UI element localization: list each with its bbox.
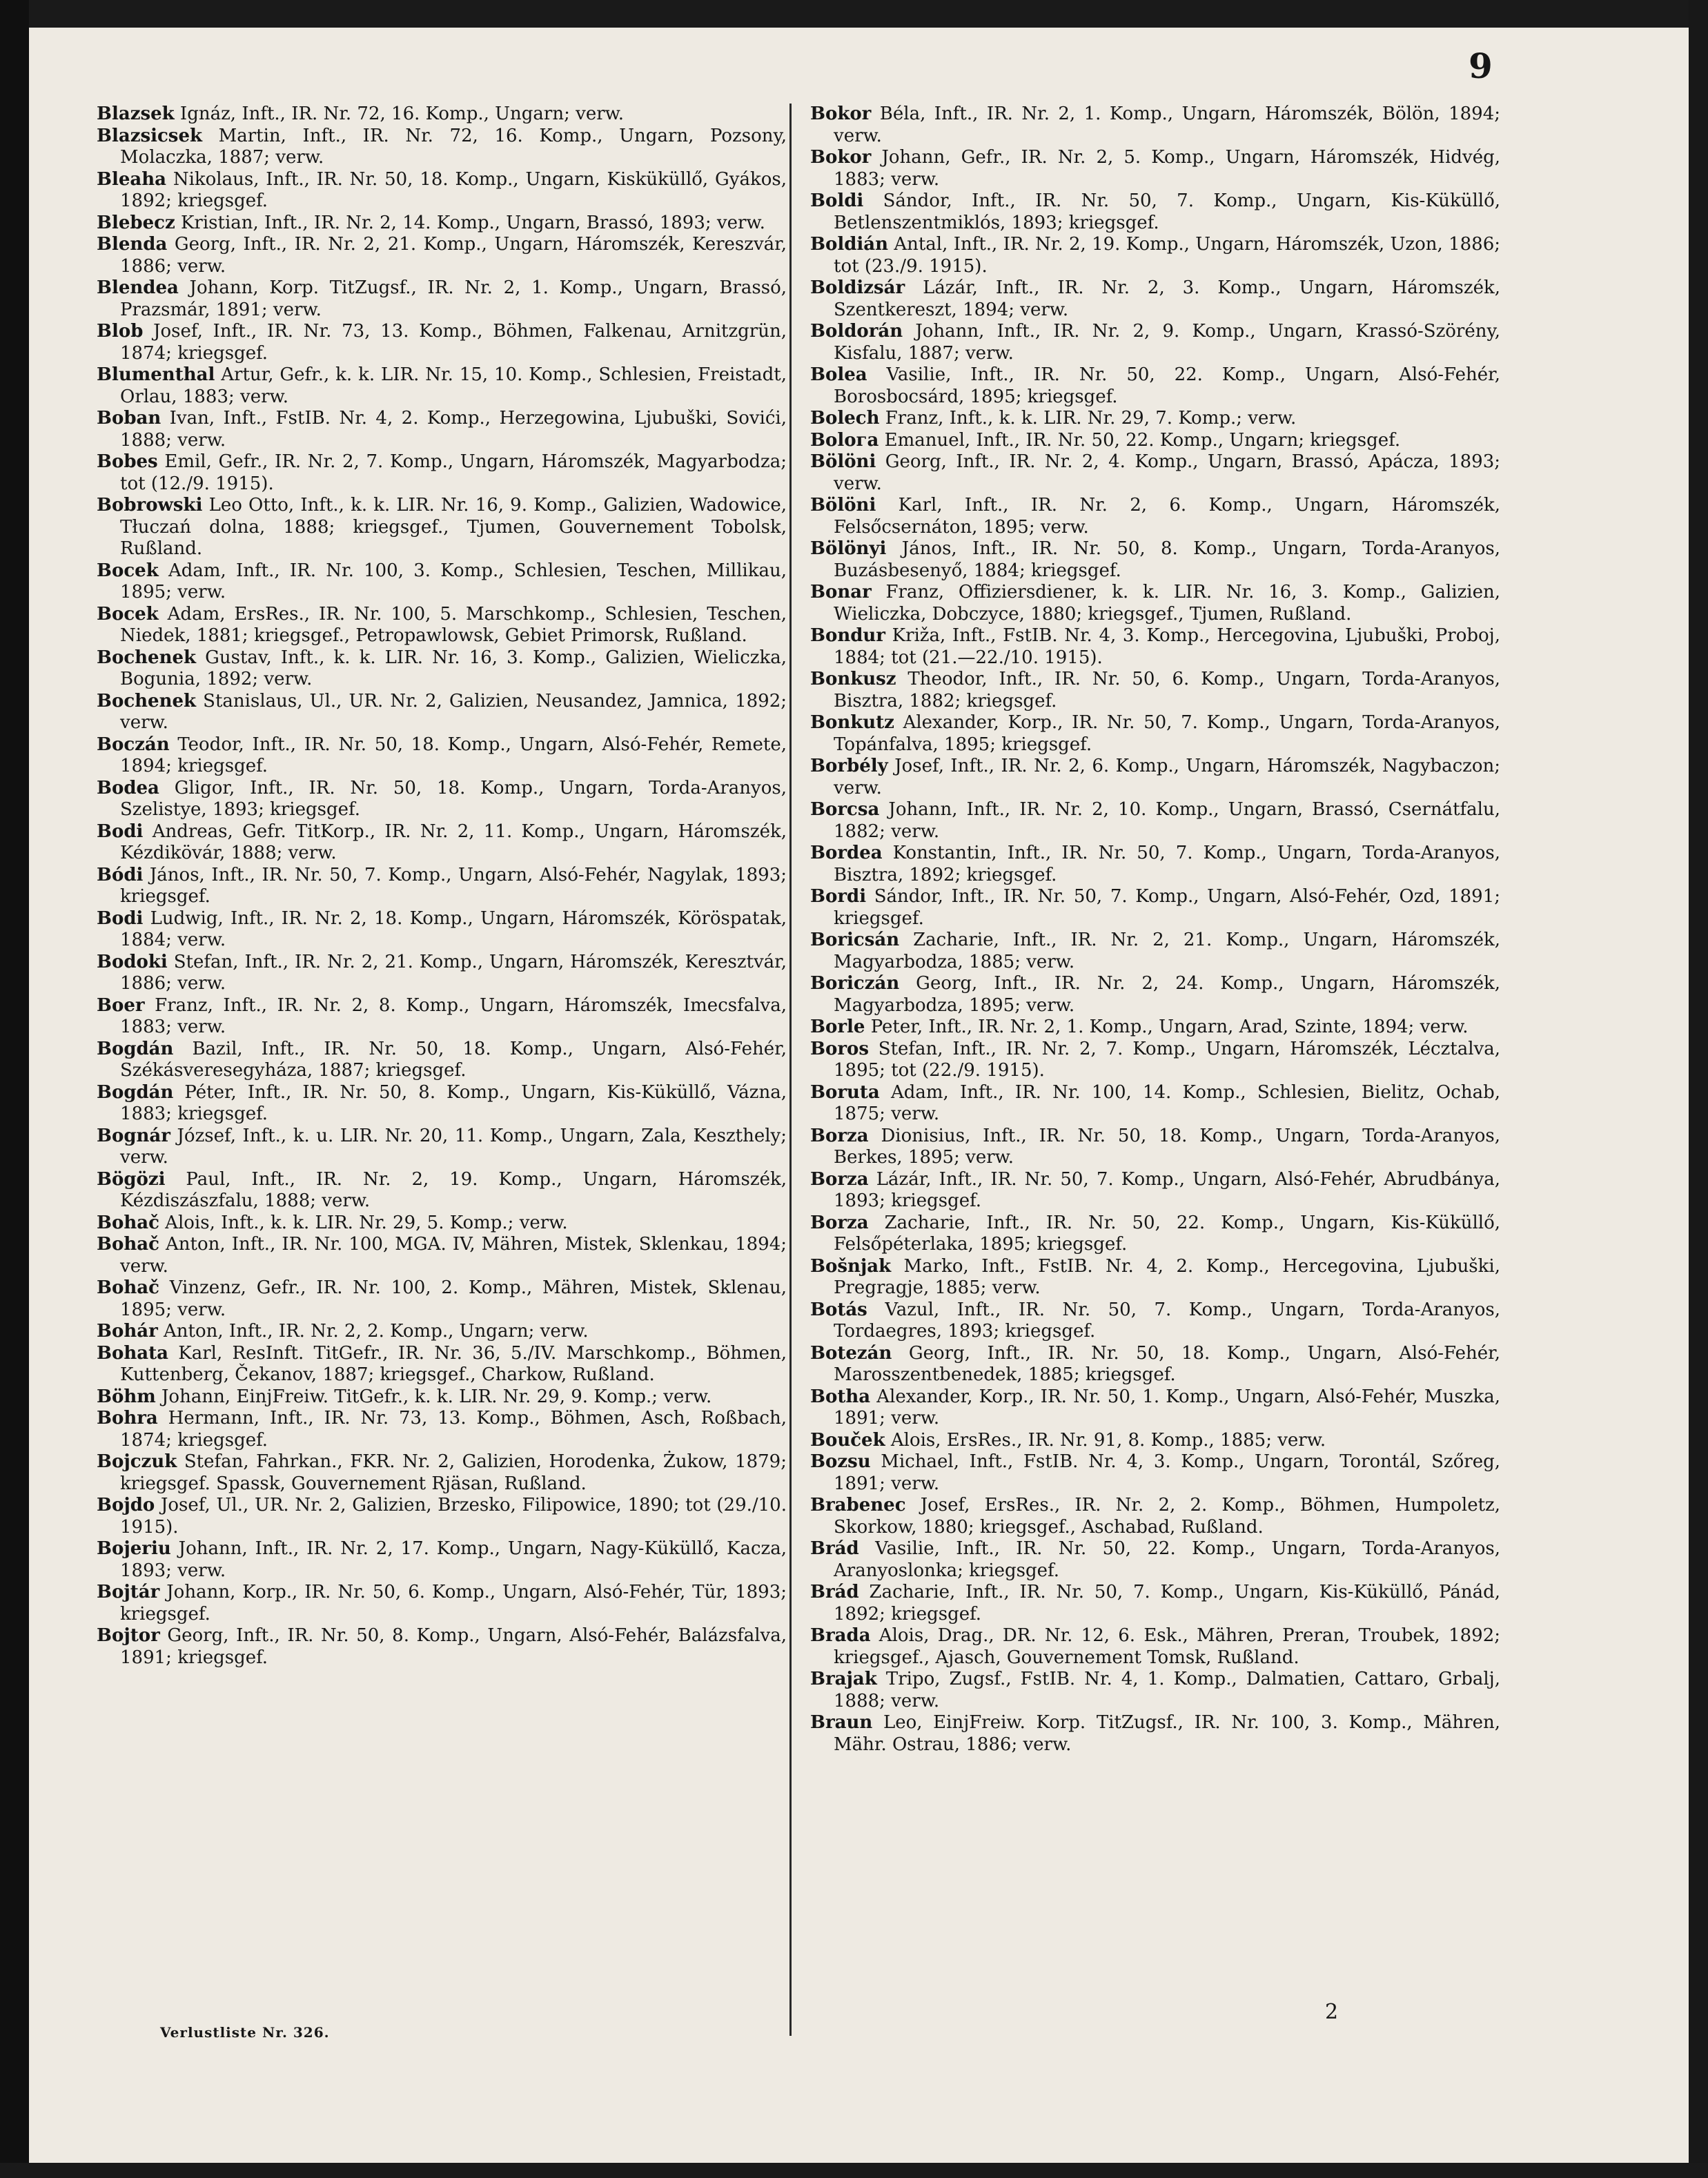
entry-details: Lázár, Inft., IR. Nr. 2, 3. Komp., Ungarn, Háromszék, Szentkereszt, 1894; verw. [834, 277, 1500, 320]
entry-surname: Brabenec [810, 1495, 906, 1515]
list-entry [810, 104, 1500, 147]
entry-surname: Bodi [97, 821, 144, 842]
entry-surname: Boricsán [810, 930, 900, 950]
entry-surname: Bošnjak [810, 1255, 892, 1277]
entry-surname: Blebecz [97, 212, 175, 233]
list-entry [810, 321, 1500, 364]
list-entry [810, 1039, 1500, 1082]
entry-surname: Boldorán [810, 321, 903, 342]
entry-surname: Bojtor [97, 1625, 160, 1646]
entry-details: Michael, Inft., FstIB. Nr. 4, 3. Komp., Ungarn, Torontál, Szőreg, 1891; verw. [834, 1451, 1500, 1494]
entry-details: Josef, Inft., IR. Nr. 2, 6. Komp., Ungarn, Háromszék, Nagybaczon; verw. [834, 756, 1500, 798]
entry-details: Tripo, Zugsf., FstIB. Nr. 4, 1. Komp., Dalmatien, Cattaro, Grbalj, 1888; verw. [834, 1669, 1500, 1711]
entry-surname: Bochenek [97, 690, 197, 712]
entry-surname: Bogdán [97, 1081, 174, 1103]
list-entry [810, 756, 1500, 799]
entry-details: Josef, Inft., IR. Nr. 73, 13. Komp., Böhmen, Falkenau, Arnitzgrün, 1874; kriegsgef. [120, 321, 787, 364]
list-entry [810, 364, 1500, 408]
entry-details: József, Inft., k. u. LIR. Nr. 20, 11. Komp., Ungarn, Zala, Keszthely; verw. [120, 1125, 787, 1168]
entry-surname: Blenda [97, 234, 168, 255]
list-entry [97, 277, 787, 321]
entry-details: Teodor, Inft., IR. Nr. 50, 18. Komp., Ungarn, Alsó-Fehér, Remete, 1894; kriegsgef. [120, 734, 787, 776]
entry-surname: Braun [810, 1712, 873, 1733]
entry-details: Vasilie, Inft., IR. Nr. 50, 22. Komp., Ungarn, Torda-Aranyos, Aranyoslonka; kriegsgef. [834, 1538, 1500, 1581]
entry-surname: Bojeriu [97, 1538, 171, 1559]
list-entry [810, 1669, 1500, 1712]
list-entry [97, 1343, 787, 1386]
entry-surname: Blazsicsek [97, 125, 203, 146]
list-entry [97, 604, 787, 647]
entry-details: Alois, ErsRes., IR. Nr. 91, 8. Komp., 1885; verw. [885, 1429, 1326, 1451]
list-entry [810, 1451, 1500, 1495]
entry-surname: Bohač [97, 1212, 159, 1233]
entry-surname: Bodi [97, 908, 144, 929]
list-entry [97, 364, 787, 408]
entry-surname: Borza [810, 1212, 869, 1233]
list-entry [97, 1277, 787, 1321]
entry-surname: Borza [810, 1168, 869, 1190]
entry-surname: Bölönyi [810, 538, 887, 559]
list-entry [810, 1538, 1500, 1582]
entry-details: Anton, Inft., IR. Nr. 2, 2. Komp., Ungarn; verw. [157, 1321, 589, 1342]
entry-surname: Bojczuk [97, 1451, 177, 1472]
list-entry [810, 1386, 1500, 1430]
entry-details: Zacharie, Inft., IR. Nr. 50, 22. Komp., Ungarn, Kis-Küküllő, Felsőpéterlaka, 1895; kriegsgef. [834, 1212, 1500, 1255]
entry-surname: Bolech [810, 408, 880, 429]
list-entry [810, 1582, 1500, 1625]
entry-details: Vazul, Inft., IR. Nr. 50, 7. Komp., Ungarn, Torda-Aranyos, Tordaegres, 1893; kriegsgef. [834, 1299, 1500, 1342]
list-entry [97, 408, 787, 451]
entry-details: Alois, Drag., DR. Nr. 12, 6. Esk., Mähren, Preran, Troubek, 1892; kriegsgef., Ajasch, Gouvernement Tomsk, Rußland. [834, 1625, 1500, 1668]
list-entry [97, 1039, 787, 1082]
list-entry [97, 234, 787, 277]
list-entry [810, 1082, 1500, 1126]
entry-surname: Boldizsár [810, 277, 905, 298]
scan-edge-right [1689, 0, 1708, 2178]
left-column [97, 104, 787, 1669]
printer-signature: 2 [1325, 2000, 1339, 2024]
list-entry [97, 560, 787, 604]
entry-surname: Blendea [97, 277, 179, 298]
entry-details: Hermann, Inft., IR. Nr. 73, 13. Komp., Böhmen, Asch, Roßbach, 1874; kriegsgef. [120, 1408, 787, 1451]
list-entry [810, 1256, 1500, 1299]
list-entry [810, 930, 1500, 973]
entry-surname: Bohár [97, 1321, 158, 1342]
entry-surname: Bondur [810, 625, 886, 646]
entry-surname: Bocek [97, 603, 159, 625]
list-entry [97, 1582, 787, 1625]
list-entry [97, 1321, 787, 1343]
entry-details: Vasilie, Inft., IR. Nr. 50, 22. Komp., Ungarn, Alsó-Fehér, Borosbocsárd, 1895; kriegsgef. [834, 364, 1500, 407]
entry-surname: Bogdán [97, 1038, 174, 1059]
entry-details: Johann, Inft., IR. Nr. 2, 10. Komp., Ungarn, Brassó, Csernátfalu, 1882; verw. [834, 799, 1500, 842]
entry-details: Artur, Gefr., k. k. LIR. Nr. 15, 10. Komp., Schlesien, Freistadt, Orlau, 1883; verw. [120, 364, 787, 407]
list-entry [810, 1430, 1500, 1452]
list-entry [810, 1495, 1500, 1538]
entry-surname: Bobrowski [97, 495, 203, 516]
entry-surname: Blazsek [97, 104, 175, 124]
entry-details: Bazil, Inft., IR. Nr. 50, 18. Komp., Ungarn, Alsó-Fehér, Székásveresegyháza, 1887; kriegsgef. [120, 1038, 787, 1081]
footer-list-number: Verlustliste Nr. 326. [160, 2024, 330, 2041]
entry-details: Anton, Inft., IR. Nr. 100, MGA. IV, Mähren, Mistek, Sklenkau, 1894; verw. [120, 1234, 787, 1277]
entry-surname: Blob [97, 321, 144, 342]
entry-details: Gustav, Inft., k. k. LIR. Nr. 16, 3. Komp., Galizien, Wieliczka, Bogunia, 1892; verw. [120, 647, 787, 689]
entry-surname: Borza [810, 1125, 869, 1146]
list-entry [97, 952, 787, 995]
page-number: 9 [1469, 46, 1493, 86]
entry-surname: Bozsu [810, 1451, 871, 1472]
entry-surname: Bölöni [810, 451, 876, 472]
entry-details: Ludwig, Inft., IR. Nr. 2, 18. Komp., Ungarn, Háromszék, Köröspatak, 1884; verw. [120, 908, 787, 950]
entry-surname: Bleaha [97, 168, 166, 190]
list-entry [810, 234, 1500, 277]
list-entry [810, 147, 1500, 190]
entry-surname: Bonkutz [810, 712, 894, 733]
scan-edge-left [0, 0, 29, 2178]
entry-details: Emanuel, Inft., IR. Nr. 50, 22. Komp., Ungarn; kriegsgef. [878, 429, 1401, 451]
entry-details: Leo Otto, Inft., k. k. LIR. Nr. 16, 9. Komp., Galizien, Wadowice, Tłuczań dolna, 1888; kriegsgef., Tjumen, Gouvernement Tobolsk, Rußland. [120, 495, 787, 559]
entry-details: Alois, Inft., k. k. LIR. Nr. 29, 5. Komp.; verw. [159, 1212, 568, 1233]
list-entry [810, 582, 1500, 625]
entry-surname: Boldi [810, 190, 864, 211]
entry-surname: Bodea [97, 777, 159, 798]
list-entry [810, 843, 1500, 886]
entry-details: Paul, Inft., IR. Nr. 2, 19. Komp., Ungarn, Háromszék, Kézdiszászfalu, 1888; verw. [120, 1168, 787, 1211]
list-entry [810, 886, 1500, 930]
entry-surname: Brada [810, 1625, 871, 1646]
list-entry [810, 1213, 1500, 1256]
entry-details: Theodor, Inft., IR. Nr. 50, 6. Komp., Ungarn, Torda-Aranyos, Bisztra, 1882; kriegsgef. [834, 669, 1500, 712]
list-entry [97, 1234, 787, 1277]
entry-surname: Bölöni [810, 495, 876, 516]
entry-surname: Bognár [97, 1125, 170, 1146]
list-entry [97, 169, 787, 213]
entry-details: János, Inft., IR. Nr. 50, 8. Komp., Ungarn, Torda-Aranyos, Buzásbesenyő, 1884; kriegsgef. [834, 538, 1500, 581]
entry-surname: Bolога [810, 429, 879, 451]
entry-surname: Botha [810, 1386, 871, 1407]
entry-surname: Bobes [97, 451, 158, 472]
list-entry [810, 408, 1500, 430]
entry-surname: Botezán [810, 1342, 892, 1364]
list-entry [97, 1169, 787, 1213]
entry-details: Georg, Inft., IR. Nr. 2, 21. Komp., Ungarn, Háromszék, Kereszvár, 1886; verw. [120, 234, 787, 277]
entry-surname: Bojdo [97, 1495, 155, 1515]
entry-surname: Bohač [97, 1234, 159, 1255]
entry-surname: Boldián [810, 234, 889, 255]
list-entry [97, 451, 787, 495]
entry-surname: Bódi [97, 864, 144, 885]
list-entry [810, 1712, 1500, 1756]
entry-details: Leo, EinjFreiw. Korp. TitZugsf., IR. Nr. 100, 3. Komp., Mähren, Mähr. Ostrau, 1886; verw. [834, 1712, 1500, 1755]
entry-details: Karl, ResInft. TitGefr., IR. Nr. 36, 5./IV. Marschkomp., Böhmen, Kuttenberg, Čekanov, 1887; kriegsgef., Charkow, Rußland. [120, 1342, 787, 1385]
entry-details: Adam, ErsRes., IR. Nr. 100, 5. Marschkomp., Schlesien, Teschen, Niedek, 1881; kriegsgef., Petropawlowsk, Gebiet Primorsk, Rußland. [120, 603, 787, 646]
entry-details: Josef, ErsRes., IR. Nr. 2, 2. Komp., Böhmen, Humpoletz, Skorkow, 1880; kriegsgef., Aschabad, Rußland. [834, 1495, 1500, 1538]
list-entry [810, 1343, 1500, 1386]
entry-details: Péter, Inft., IR. Nr. 50, 8. Komp., Ungarn, Kis-Küküllő, Vázna, 1883; kriegsgef. [120, 1081, 787, 1124]
entry-details: Gligor, Inft., IR. Nr. 50, 18. Komp., Ungarn, Torda-Aranyos, Szelistye, 1893; kriegsgef. [120, 777, 787, 820]
list-entry [810, 1169, 1500, 1213]
entry-surname: Borbély [810, 756, 888, 776]
entry-details: Emil, Gefr., IR. Nr. 2, 7. Komp., Ungarn, Háromszék, Magyarbodza; tot (12./9. 1915). [120, 451, 787, 494]
list-entry [97, 1625, 787, 1669]
list-entry [97, 104, 787, 126]
entry-details: Johann, Korp. TitZugsf., IR. Nr. 2, 1. Komp., Ungarn, Brassó, Prazsmár, 1891; verw. [120, 277, 787, 320]
list-entry [810, 973, 1500, 1017]
entry-surname: Bordi [810, 886, 867, 907]
list-entry [810, 625, 1500, 669]
entry-details: Adam, Inft., IR. Nr. 100, 3. Komp., Schlesien, Teschen, Millikau, 1895; verw. [120, 560, 787, 602]
entry-surname: Brád [810, 1582, 859, 1602]
entry-details: Zacharie, Inft., IR. Nr. 50, 7. Komp., Ungarn, Kis-Küküllő, Pánád, 1892; kriegsgef. [834, 1582, 1500, 1625]
scan-edge-bottom [0, 2163, 1708, 2178]
entry-surname: Bokor [810, 104, 872, 124]
entry-surname: Bokor [810, 147, 872, 168]
entry-details: Antal, Inft., IR. Nr. 2, 19. Komp., Ungarn, Háromszék, Uzon, 1886; tot (23./9. 1915). [834, 234, 1500, 277]
list-entry [97, 778, 787, 821]
list-entry [810, 430, 1500, 452]
entry-details: Karl, Inft., IR. Nr. 2, 6. Komp., Ungarn, Háromszék, Felsőcsernáton, 1895; verw. [834, 495, 1500, 538]
entry-details: Dionisius, Inft., IR. Nr. 50, 18. Komp., Ungarn, Torda-Aranyos, Berkes, 1895; verw. [834, 1125, 1500, 1168]
list-entry [810, 451, 1500, 495]
entry-surname: Boban [97, 408, 161, 429]
entry-details: Georg, Inft., IR. Nr. 50, 8. Komp., Ungarn, Alsó-Fehér, Balázsfalva, 1891; kriegsgef. [120, 1625, 787, 1668]
entry-details: Alexander, Korp., IR. Nr. 50, 7. Komp., Ungarn, Torda-Aranyos, Topánfalva, 1895; kriegsgef. [834, 712, 1500, 755]
list-entry [810, 1299, 1500, 1343]
entry-details: Vinzenz, Gefr., IR. Nr. 100, 2. Komp., Mähren, Mistek, Sklenau, 1895; verw. [120, 1277, 787, 1320]
entry-surname: Boczán [97, 734, 170, 755]
entry-details: Adam, Inft., IR. Nr. 100, 14. Komp., Schlesien, Bielitz, Ochab, 1875; verw. [834, 1081, 1500, 1124]
entry-details: Johann, Inft., IR. Nr. 2, 17. Komp., Ungarn, Nagy-Küküllő, Kacza, 1893; verw. [120, 1538, 787, 1581]
list-entry [97, 691, 787, 734]
list-entry [97, 995, 787, 1039]
entry-surname: Boer [97, 994, 145, 1016]
right-column [810, 104, 1500, 1756]
entry-details: János, Inft., IR. Nr. 50, 7. Komp., Ungarn, Alsó-Fehér, Nagylak, 1893; kriegsgef. [120, 864, 787, 907]
list-entry [810, 1126, 1500, 1169]
entry-surname: Bolea [810, 364, 867, 385]
entry-surname: Bonar [810, 582, 872, 602]
list-entry [97, 1451, 787, 1495]
column-divider [789, 104, 792, 2036]
list-entry [97, 647, 787, 691]
list-entry [810, 1625, 1500, 1669]
entry-surname: Boriczán [810, 973, 900, 994]
entry-details: Konstantin, Inft., IR. Nr. 50, 7. Komp., Ungarn, Torda-Aranyos, Bisztra, 1892; kriegsgef. [834, 843, 1500, 885]
entry-details: Johann, Korp., IR. Nr. 50, 6. Komp., Ungarn, Alsó-Fehér, Tür, 1893; kriegsgef. [120, 1582, 787, 1625]
list-entry [810, 190, 1500, 234]
list-entry [97, 908, 787, 952]
entry-details: Georg, Inft., IR. Nr. 2, 4. Komp., Ungarn, Brassó, Apácza, 1893; verw. [834, 451, 1500, 494]
entry-surname: Bögözi [97, 1168, 166, 1190]
list-entry [97, 1082, 787, 1126]
entry-details: Franz, Offiziersdiener, k. k. LIR. Nr. 16, 3. Komp., Galizien, Wieliczka, Dobczyce, 1880; kriegsgef., Tjumen, Rußland. [834, 582, 1500, 625]
entry-surname: Brajak [810, 1669, 877, 1689]
entry-surname: Bodoki [97, 951, 168, 972]
list-entry [97, 1495, 787, 1538]
entry-surname: Bochenek [97, 647, 197, 668]
list-entry [810, 1017, 1500, 1039]
entry-details: Alexander, Korp., IR. Nr. 50, 1. Komp., Ungarn, Alsó-Fehér, Muszka, 1891; verw. [834, 1386, 1500, 1429]
list-entry [97, 821, 787, 865]
entry-surname: Bohač [97, 1277, 159, 1298]
list-entry [97, 213, 787, 235]
entry-details: Lázár, Inft., IR. Nr. 50, 7. Komp., Ungarn, Alsó-Fehér, Abrudbánya, 1893; kriegsgef. [834, 1168, 1500, 1211]
entry-details: Stanislaus, Ul., UR. Nr. 2, Galizien, Neusandez, Jamnica, 1892; verw. [120, 690, 787, 733]
list-entry [810, 277, 1500, 321]
entry-details: Stefan, Inft., IR. Nr. 2, 21. Komp., Ungarn, Háromszék, Keresztvár, 1886; verw. [120, 951, 787, 994]
entry-details: Martin, Inft., IR. Nr. 72, 16. Komp., Ungarn, Pozsony, Molaczka, 1887; verw. [120, 125, 787, 168]
entry-details: Johann, Gefr., IR. Nr. 2, 5. Komp., Ungarn, Háromszék, Hidvég, 1883; verw. [834, 147, 1500, 190]
entry-surname: Bojtár [97, 1582, 160, 1602]
entry-details: Béla, Inft., IR. Nr. 2, 1. Komp., Ungarn, Háromszék, Bölön, 1894; verw. [834, 104, 1500, 146]
entry-details: Georg, Inft., IR. Nr. 2, 24. Komp., Ungarn, Háromszék, Magyarbodza, 1895; verw. [834, 973, 1500, 1016]
entry-surname: Borcsa [810, 799, 880, 820]
scan-edge-top [0, 0, 1708, 28]
list-entry [97, 1538, 787, 1582]
entry-surname: Böhm [97, 1386, 156, 1407]
entry-details: Marko, Inft., FstIB. Nr. 4, 2. Komp., Hercegovina, Ljubuški, Pregragje, 1885; verw. [834, 1255, 1500, 1298]
entry-details: Peter, Inft., IR. Nr. 2, 1. Komp., Ungarn, Arad, Szinte, 1894; verw. [865, 1017, 1469, 1037]
entry-surname: Boros [810, 1038, 869, 1059]
entry-surname: Bordea [810, 843, 883, 863]
entry-details: Johann, Inft., IR. Nr. 2, 9. Komp., Ungarn, Krassó-Szörény, Kisfalu, 1887; verw. [834, 321, 1500, 364]
entry-details: Georg, Inft., IR. Nr. 50, 18. Komp., Ungarn, Alsó-Fehér, Marosszentbenedek, 1885; kriegsgef. [834, 1342, 1500, 1385]
entry-surname: Borle [810, 1017, 865, 1037]
entry-surname: Boruta [810, 1081, 880, 1103]
list-entry [810, 669, 1500, 712]
entry-surname: Bouček [810, 1429, 885, 1451]
entry-details: Ignáz, Inft., IR. Nr. 72, 16. Komp., Ungarn; verw. [174, 104, 625, 124]
entry-surname: Bohra [97, 1408, 158, 1429]
entry-details: Johann, EinjFreiw. TitGefr., k. k. LIR. Nr. 29, 9. Komp.; verw. [155, 1386, 712, 1407]
entry-details: Ivan, Inft., FstIB. Nr. 4, 2. Komp., Herzegowina, Ljubuški, Sovići, 1888; verw. [120, 408, 787, 451]
list-entry [810, 538, 1500, 582]
list-entry [97, 495, 787, 560]
entry-surname: Bocek [97, 560, 159, 581]
entry-details: Stefan, Inft., IR. Nr. 2, 7. Komp., Ungarn, Háromszék, Lécztalva, 1895; tot (22./9. 1915). [834, 1038, 1500, 1081]
entry-details: Franz, Inft., k. k. LIR. Nr. 29, 7. Komp.; verw. [879, 408, 1297, 429]
list-entry [97, 1408, 787, 1451]
entry-details: Križa, Inft., FstIB. Nr. 4, 3. Komp., Hercegovina, Ljubuški, Proboj, 1884; tot (21.—22./10. 1915). [834, 625, 1500, 668]
entry-surname: Bohata [97, 1342, 168, 1364]
list-entry [97, 1126, 787, 1169]
entry-details: Nikolaus, Inft., IR. Nr. 50, 18. Komp., Ungarn, Kisküküllő, Gyákos, 1892; kriegsgef. [120, 168, 787, 211]
entry-details: Franz, Inft., IR. Nr. 2, 8. Komp., Ungarn, Háromszék, Imecsfalva, 1883; verw. [120, 994, 787, 1037]
entry-surname: Botás [810, 1299, 867, 1320]
list-entry [810, 712, 1500, 756]
entry-surname: Bonkusz [810, 669, 896, 689]
entry-details: Sándor, Inft., IR. Nr. 50, 7. Komp., Ungarn, Alsó-Fehér, Ozd, 1891; kriegsgef. [834, 886, 1500, 929]
entry-details: Zacharie, Inft., IR. Nr. 2, 21. Komp., Ungarn, Háromszék, Magyarbodza, 1885; verw. [834, 930, 1500, 972]
entry-surname: Blumenthal [97, 364, 215, 385]
list-entry [97, 1213, 787, 1235]
list-entry [97, 126, 787, 169]
entry-details: Josef, Ul., UR. Nr. 2, Galizien, Brzesko, Filipowice, 1890; tot (29./10. 1915). [120, 1495, 787, 1538]
list-entry [810, 495, 1500, 538]
entry-details: Stefan, Fahrkan., FKR. Nr. 2, Galizien, Horodenka, Żukow, 1879; kriegsgef. Spassk, Gouvernement Rjäsan, Rußland. [120, 1451, 787, 1494]
list-entry [97, 321, 787, 364]
entry-details: Kristian, Inft., IR. Nr. 2, 14. Komp., Ungarn, Brassó, 1893; verw. [175, 212, 765, 233]
list-entry [810, 799, 1500, 843]
entry-surname: Brád [810, 1538, 859, 1559]
entry-details: Sándor, Inft., IR. Nr. 50, 7. Komp., Ungarn, Kis-Küküllő, Betlenszentmiklós, 1893; kriegsgef. [834, 190, 1500, 233]
list-entry [97, 734, 787, 778]
list-entry [97, 1386, 787, 1409]
entry-details: Andreas, Gefr. TitKorp., IR. Nr. 2, 11. Komp., Ungarn, Háromszék, Kézdikövár, 1888; verw. [120, 821, 787, 863]
list-entry [97, 865, 787, 908]
